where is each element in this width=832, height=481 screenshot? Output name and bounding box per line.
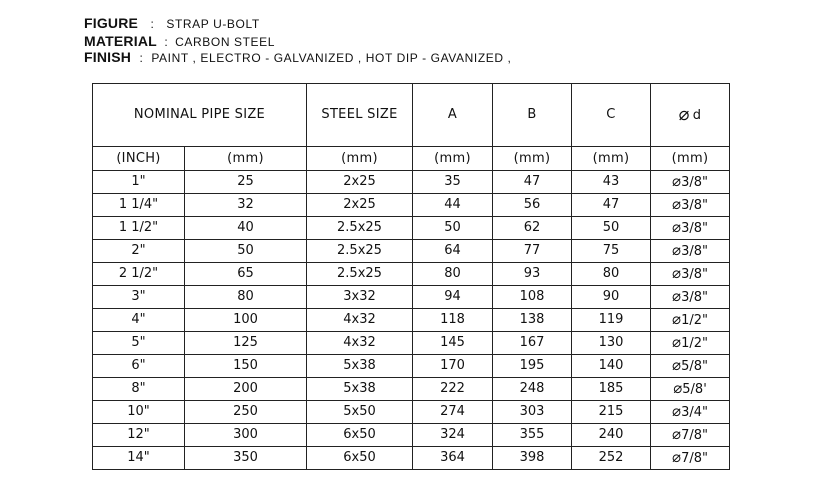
header-diameter: [651, 84, 730, 147]
header-c: C: [572, 84, 651, 147]
cell-c: 240: [572, 424, 651, 447]
diameter-value: 7/8": [681, 428, 708, 443]
diameter-value: 3/8": [681, 267, 708, 282]
cell-mm: 150: [185, 355, 307, 378]
cell-steel-size: 5x38: [307, 355, 413, 378]
cell-diameter: [651, 263, 730, 286]
cell-mm: 25: [185, 171, 307, 194]
cell-mm: 250: [185, 401, 307, 424]
material-value: CARBON STEEL: [175, 35, 276, 49]
cell-b: 167: [493, 332, 572, 355]
cell-steel-size: 2x25: [307, 171, 413, 194]
figure-value: STRAP U-BOLT: [166, 17, 260, 31]
table-row: [93, 217, 730, 240]
spec-figure: [84, 16, 260, 32]
cell-b: 303: [493, 401, 572, 424]
cell-diameter: [651, 424, 730, 447]
figure-separator: :: [150, 17, 154, 31]
cell-diameter: [651, 194, 730, 217]
cell-b: 108: [493, 286, 572, 309]
cell-diameter: [651, 355, 730, 378]
cell-inch: 5": [93, 332, 185, 355]
cell-c: 50: [572, 217, 651, 240]
header-a: A: [413, 84, 493, 147]
cell-mm: 125: [185, 332, 307, 355]
cell-inch: 12": [93, 424, 185, 447]
cell-a: 145: [413, 332, 493, 355]
cell-b: 77: [493, 240, 572, 263]
cell-mm: 32: [185, 194, 307, 217]
table-row: [93, 194, 730, 217]
cell-mm: 40: [185, 217, 307, 240]
cell-diameter: [651, 240, 730, 263]
cell-b: 56: [493, 194, 572, 217]
cell-c: 130: [572, 332, 651, 355]
cell-inch: 1 1/4": [93, 194, 185, 217]
table-row: [93, 378, 730, 401]
diameter-symbol: ⌀: [673, 379, 683, 397]
diameter-value: 5/8': [682, 382, 707, 397]
diameter-symbol: ⌀: [672, 264, 682, 282]
cell-inch: 6": [93, 355, 185, 378]
unit-cell: (mm): [413, 147, 493, 171]
diameter-symbol: ⌀: [672, 425, 682, 443]
cell-inch: 4": [93, 309, 185, 332]
cell-b: 47: [493, 171, 572, 194]
cell-mm: 65: [185, 263, 307, 286]
diameter-symbol: ⌀: [672, 448, 682, 466]
cell-diameter: [651, 332, 730, 355]
unit-cell: (mm): [493, 147, 572, 171]
table-row: [93, 263, 730, 286]
cell-steel-size: 5x50: [307, 401, 413, 424]
cell-steel-size: 4x32: [307, 332, 413, 355]
cell-a: 35: [413, 171, 493, 194]
cell-steel-size: 3x32: [307, 286, 413, 309]
cell-a: 170: [413, 355, 493, 378]
cell-mm: 80: [185, 286, 307, 309]
cell-a: 80: [413, 263, 493, 286]
unit-cell: (mm): [307, 147, 413, 171]
cell-steel-size: 2.5x25: [307, 240, 413, 263]
diameter-symbol: ⌀: [672, 310, 682, 328]
cell-c: 252: [572, 447, 651, 470]
cell-c: 90: [572, 286, 651, 309]
diameter-symbol: ⌀: [672, 287, 682, 305]
cell-mm: 200: [185, 378, 307, 401]
finish-label: FINISH: [84, 49, 132, 65]
cell-diameter: [651, 309, 730, 332]
cell-a: 364: [413, 447, 493, 470]
cell-c: 119: [572, 309, 651, 332]
cell-b: 138: [493, 309, 572, 332]
cell-mm: 50: [185, 240, 307, 263]
cell-c: 185: [572, 378, 651, 401]
material-label: MATERIAL: [84, 33, 157, 49]
diameter-symbol: ⌀: [672, 241, 682, 259]
table-row: [93, 355, 730, 378]
dimension-table: [92, 83, 730, 470]
diameter-value: 3/8": [681, 244, 708, 259]
table-row: [93, 332, 730, 355]
cell-steel-size: 5x38: [307, 378, 413, 401]
material-separator: :: [164, 35, 168, 49]
table-units-row: [93, 147, 730, 171]
diameter-value: 3/8": [681, 198, 708, 213]
cell-a: 94: [413, 286, 493, 309]
cell-c: 80: [572, 263, 651, 286]
unit-cell: (mm): [185, 147, 307, 171]
cell-diameter: [651, 401, 730, 424]
cell-diameter: [651, 171, 730, 194]
diameter-symbol: ⌀: [672, 356, 682, 374]
diameter-value: 1/2": [681, 313, 708, 328]
diameter-value: 1/2": [681, 336, 708, 351]
cell-inch: 8": [93, 378, 185, 401]
table-row: [93, 401, 730, 424]
cell-a: 44: [413, 194, 493, 217]
unit-cell: (mm): [572, 147, 651, 171]
cell-steel-size: 6x50: [307, 447, 413, 470]
table-row: [93, 240, 730, 263]
cell-b: 398: [493, 447, 572, 470]
cell-a: 274: [413, 401, 493, 424]
cell-a: 64: [413, 240, 493, 263]
cell-mm: 100: [185, 309, 307, 332]
cell-inch: 3": [93, 286, 185, 309]
table-row: [93, 424, 730, 447]
unit-cell: (INCH): [93, 147, 185, 171]
cell-diameter: [651, 217, 730, 240]
finish-value: PAINT , ELECTRO - GALVANIZED , HOT DIP - GAVANIZED ,: [151, 51, 512, 65]
cell-inch: 14": [93, 447, 185, 470]
cell-diameter: [651, 447, 730, 470]
cell-steel-size: 2.5x25: [307, 217, 413, 240]
spec-finish: [84, 50, 512, 66]
cell-inch: 2": [93, 240, 185, 263]
diameter-symbol: ⌀: [672, 402, 682, 420]
diameter-value: 3/8": [681, 221, 708, 236]
cell-b: 93: [493, 263, 572, 286]
diameter-symbol: ⌀: [672, 172, 682, 190]
cell-c: 47: [572, 194, 651, 217]
figure-label: FIGURE: [84, 15, 139, 31]
cell-a: 50: [413, 217, 493, 240]
table-header-row: [93, 84, 730, 147]
diameter-value: 3/8": [681, 290, 708, 305]
cell-steel-size: 2x25: [307, 194, 413, 217]
header-d-letter: d: [692, 108, 702, 123]
finish-separator: :: [139, 51, 143, 65]
diameter-value: 3/4": [681, 405, 708, 420]
spec-material: [84, 34, 275, 50]
cell-a: 118: [413, 309, 493, 332]
cell-inch: 10": [93, 401, 185, 424]
cell-a: 324: [413, 424, 493, 447]
table-row: [93, 309, 730, 332]
diameter-symbol: ⌀: [672, 218, 682, 236]
diameter-value: 5/8": [681, 359, 708, 374]
cell-inch: 2 1/2": [93, 263, 185, 286]
cell-b: 62: [493, 217, 572, 240]
diameter-value: 3/8": [681, 175, 708, 190]
cell-a: 222: [413, 378, 493, 401]
diameter-symbol: ⌀: [672, 333, 682, 351]
cell-steel-size: 4x32: [307, 309, 413, 332]
table-row: [93, 171, 730, 194]
cell-diameter: [651, 286, 730, 309]
header-steel-size: STEEL SIZE: [307, 84, 413, 147]
cell-b: 195: [493, 355, 572, 378]
cell-c: 75: [572, 240, 651, 263]
cell-diameter: [651, 378, 730, 401]
header-nominal-pipe-size: NOMINAL PIPE SIZE: [93, 84, 307, 147]
cell-inch: 1 1/2": [93, 217, 185, 240]
cell-c: 43: [572, 171, 651, 194]
cell-b: 248: [493, 378, 572, 401]
cell-mm: 300: [185, 424, 307, 447]
diameter-value: 7/8": [681, 451, 708, 466]
unit-cell: (mm): [651, 147, 730, 171]
table-row: [93, 286, 730, 309]
cell-b: 355: [493, 424, 572, 447]
table-row: [93, 447, 730, 470]
cell-mm: 350: [185, 447, 307, 470]
cell-c: 140: [572, 355, 651, 378]
cell-inch: 1": [93, 171, 185, 194]
diameter-symbol: ⌀: [672, 195, 682, 213]
header-b: B: [493, 84, 572, 147]
diameter-symbol: ⌀: [678, 104, 690, 125]
cell-steel-size: 2.5x25: [307, 263, 413, 286]
cell-c: 215: [572, 401, 651, 424]
cell-steel-size: 6x50: [307, 424, 413, 447]
